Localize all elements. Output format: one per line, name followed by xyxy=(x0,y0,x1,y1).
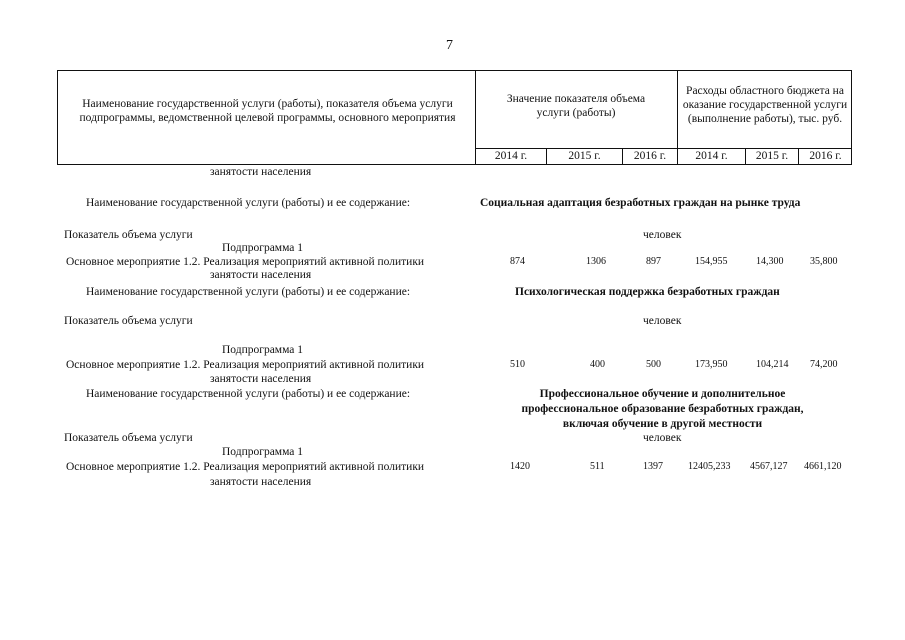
expense-2014: 12405,233 xyxy=(688,461,731,472)
value-2016: 897 xyxy=(646,256,661,267)
service-name: Социальная адаптация безработных граждан на рынке труда xyxy=(480,197,801,209)
service-label: Наименование государственной услуги (работы) и ее содержание: xyxy=(86,286,411,298)
expense-2014: 173,950 xyxy=(695,359,728,370)
service-name: включая обучение в другой местности xyxy=(562,418,763,430)
expense-2015: 104,214 xyxy=(756,359,789,370)
unit-label: человек xyxy=(643,315,682,327)
expense-2016: 4661,120 xyxy=(804,461,842,472)
expense-2016: 74,200 xyxy=(810,359,838,370)
carry-over-text: занятости населения xyxy=(210,166,312,178)
subprogram-label: Подпрограмма 1 xyxy=(222,344,304,356)
service-label: Наименование государственной услуги (работы) и ее содержание: xyxy=(86,197,411,209)
header-year: 2015 г. xyxy=(755,150,789,162)
value-2016: 500 xyxy=(646,359,661,370)
value-2014: 510 xyxy=(510,359,525,370)
subprogram-label: Подпрограмма 1 xyxy=(222,446,304,458)
indicator-label: Показатель объема услуги xyxy=(64,315,193,327)
service-name: Психологическая поддержка безработных граждан xyxy=(515,286,780,298)
header-year: 2016 г. xyxy=(633,150,667,162)
indicator-label: Показатель объема услуги xyxy=(64,229,193,241)
value-2014: 874 xyxy=(510,256,525,267)
header-year: 2015 г. xyxy=(568,150,601,162)
value-2015: 400 xyxy=(590,359,605,370)
measure-label-cont: занятости населения xyxy=(210,476,312,488)
value-2015: 511 xyxy=(590,461,605,472)
service-name: Профессиональное обучение и дополнительное xyxy=(539,388,786,400)
header-expense-column: Расходы областного бюджета на оказание государственной услуги (выполнение работы), тыс. руб. xyxy=(682,85,848,125)
measure-label-cont: занятости населения xyxy=(210,269,312,281)
header-name-column: Наименование государственной услуги (работы), показателя объема услуги подпрограммы, ведомственной целевой программы, основного мероприятия xyxy=(79,98,456,124)
expense-2015: 14,300 xyxy=(756,256,784,267)
subprogram-label: Подпрограмма 1 xyxy=(222,242,304,254)
service-name: профессиональное образование безработных граждан, xyxy=(521,403,804,415)
value-2015: 1306 xyxy=(586,256,606,267)
unit-label: человек xyxy=(643,229,682,241)
header-year: 2016 г. xyxy=(809,150,842,162)
header-year: 2014 г. xyxy=(494,150,528,162)
measure-label: Основное мероприятие 1.2. Реализация мероприятий активной политики xyxy=(66,256,425,268)
unit-label: человек xyxy=(643,432,682,444)
expense-2016: 35,800 xyxy=(810,256,838,267)
header-year: 2014 г. xyxy=(695,150,728,162)
service-label: Наименование государственной услуги (работы) и ее содержание: xyxy=(86,388,411,400)
value-2016: 1397 xyxy=(643,461,663,472)
page-number: 7 xyxy=(446,38,453,53)
expense-2014: 154,955 xyxy=(695,256,728,267)
expense-2015: 4567,127 xyxy=(750,461,788,472)
measure-label: Основное мероприятие 1.2. Реализация мероприятий активной политики xyxy=(66,461,425,473)
measure-label-cont: занятости населения xyxy=(210,373,312,385)
indicator-label: Показатель объема услуги xyxy=(64,432,193,444)
value-2014: 1420 xyxy=(510,461,530,472)
measure-label: Основное мероприятие 1.2. Реализация мероприятий активной политики xyxy=(66,359,425,371)
header-volume-column: Значение показателя объема услуги (работы) xyxy=(506,93,646,119)
